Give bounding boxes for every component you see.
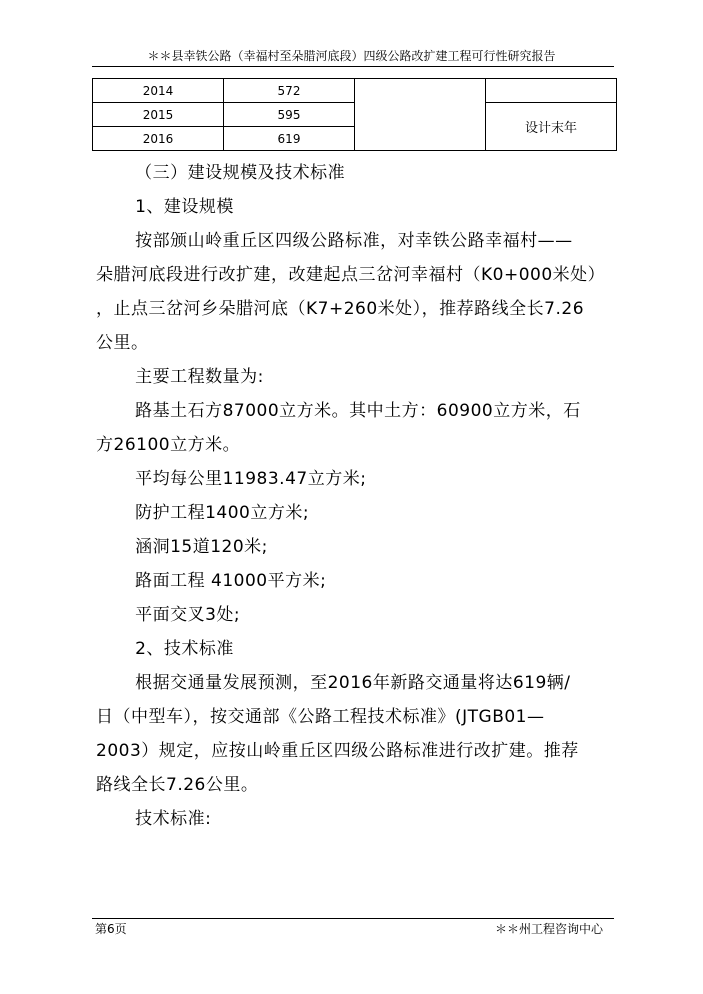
page-header-title: ＊＊县幸铁公路（幸福村至朵腊河底段）四级公路改扩建工程可行性研究报告	[147, 49, 556, 63]
paragraph-line: 平面交叉3处;	[135, 605, 241, 625]
paragraph-line: 朵腊河底段进行改扩建，改建起点三岔河幸福村（K0+000米处）	[96, 265, 606, 285]
paragraph-line: 2003）规定，应按山岭重丘区四级公路标准进行改扩建。推荐	[96, 741, 579, 761]
section-heading: （三）建设规模及技术标准	[135, 163, 346, 183]
paragraph-line: 公里。	[96, 333, 149, 353]
paragraph-line: 涵洞15道120米;	[135, 537, 268, 557]
table-cell-year: 2014	[93, 79, 224, 103]
document-body	[96, 156, 616, 836]
footer-divider	[92, 918, 614, 919]
table-cell-note: 设计末年	[486, 103, 617, 151]
footer-organization: ＊＊州工程咨询中心	[494, 922, 603, 936]
paragraph-line: 技术标准:	[135, 809, 212, 829]
paragraph-line: 防护工程1400立方米;	[135, 503, 310, 523]
table-cell-year: 2015	[93, 103, 224, 127]
traffic-volume-table	[92, 78, 617, 151]
paragraph-line: 方26100立方米。	[96, 435, 241, 455]
table-cell-empty	[486, 79, 617, 103]
paragraph-line: 路基土石方87000立方米。其中土方：60900立方米，石	[135, 401, 581, 421]
paragraph-line: 主要工程数量为:	[135, 367, 264, 387]
header-divider	[92, 66, 614, 67]
paragraph-line: 按部颁山岭重丘区四级公路标准，对幸铁公路幸福村——	[135, 231, 573, 251]
subsection-heading: 2、技术标准	[135, 639, 234, 659]
paragraph-line: 平均每公里11983.47立方米;	[135, 469, 367, 489]
paragraph-line: 日（中型车），按交通部《公路工程技术标准》(JTGB01—	[96, 707, 545, 727]
paragraph-line: 路线全长7.26公里。	[96, 775, 259, 795]
table-cell-year: 2016	[93, 127, 224, 151]
paragraph-line: ，止点三岔河乡朵腊河底（K7+260米处），推荐路线全长7.26	[96, 299, 585, 319]
subsection-heading: 1、建设规模	[135, 197, 234, 217]
paragraph-line: 根据交通量发展预测，至2016年新路交通量将达619辆/	[135, 673, 571, 693]
table-cell-value: 572	[224, 79, 355, 103]
table-row	[93, 79, 617, 103]
paragraph-line: 路面工程 41000平方米;	[135, 571, 327, 591]
page-number: 第6页	[95, 922, 127, 936]
table-cell-value: 595	[224, 103, 355, 127]
table-cell-value: 619	[224, 127, 355, 151]
table-cell-empty	[355, 79, 486, 151]
